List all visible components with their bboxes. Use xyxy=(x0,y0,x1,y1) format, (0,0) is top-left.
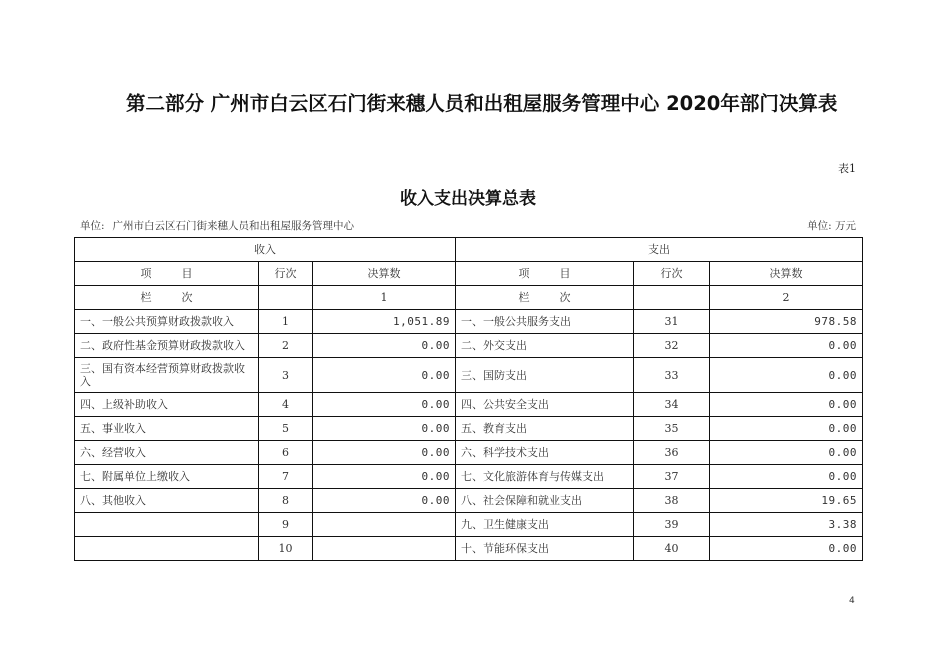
expense-row-no: 35 xyxy=(634,417,710,441)
expense-amount-header: 决算数 xyxy=(710,262,863,286)
table-row xyxy=(75,465,863,489)
table-row xyxy=(75,537,863,561)
page-number: 4 xyxy=(849,596,855,606)
table-number: 表1 xyxy=(838,162,856,175)
income-row-no: 5 xyxy=(259,417,313,441)
expense-item: 三、国防支出 xyxy=(456,358,634,393)
income-row-no: 8 xyxy=(259,489,313,513)
reporting-unit-label: 单位: xyxy=(80,220,105,232)
income-amount: 0.00 xyxy=(313,358,456,393)
income-row-no: 9 xyxy=(259,513,313,537)
income-row-no: 7 xyxy=(259,465,313,489)
income-row-no: 6 xyxy=(259,441,313,465)
table-row xyxy=(75,393,863,417)
income-amount: 0.00 xyxy=(313,489,456,513)
expense-column-index: 2 xyxy=(710,286,863,310)
income-item xyxy=(75,513,259,537)
expense-section-header: 支出 xyxy=(456,238,863,262)
income-column-index-blank xyxy=(259,286,313,310)
income-item-header: 项 目 xyxy=(75,262,259,286)
income-row-no: 1 xyxy=(259,310,313,334)
expense-amount: 3.38 xyxy=(710,513,863,537)
column-header-row xyxy=(75,262,863,286)
income-amount xyxy=(313,513,456,537)
income-amount: 0.00 xyxy=(313,465,456,489)
reporting-unit xyxy=(80,218,354,233)
expense-amount: 978.58 xyxy=(710,310,863,334)
table-row xyxy=(75,489,863,513)
income-column-index: 1 xyxy=(313,286,456,310)
table-row xyxy=(75,441,863,465)
document-title: 第二部分 广州市白云区石门街来穗人员和出租屋服务管理中心 2020年部门决算表 xyxy=(126,92,838,115)
income-amount: 1,051.89 xyxy=(313,310,456,334)
expense-item: 二、外交支出 xyxy=(456,334,634,358)
expense-item: 五、教育支出 xyxy=(456,417,634,441)
income-item: 二、政府性基金预算财政拨款收入 xyxy=(75,334,259,358)
income-item: 三、国有资本经营预算财政拨款收入 xyxy=(75,358,259,393)
table-row xyxy=(75,513,863,537)
income-section-header: 收入 xyxy=(75,238,456,262)
table-row xyxy=(75,358,863,393)
income-item xyxy=(75,537,259,561)
expense-amount: 0.00 xyxy=(710,417,863,441)
expense-row-no: 37 xyxy=(634,465,710,489)
income-row-no: 3 xyxy=(259,358,313,393)
expense-row-no: 36 xyxy=(634,441,710,465)
expense-item: 八、社会保障和就业支出 xyxy=(456,489,634,513)
income-amount: 0.00 xyxy=(313,393,456,417)
income-amount: 0.00 xyxy=(313,417,456,441)
expense-amount: 0.00 xyxy=(710,334,863,358)
expense-item: 九、卫生健康支出 xyxy=(456,513,634,537)
income-amount: 0.00 xyxy=(313,441,456,465)
expense-amount: 0.00 xyxy=(710,358,863,393)
currency-unit: 单位: 万元 xyxy=(807,220,856,232)
expense-row-no: 40 xyxy=(634,537,710,561)
expense-amount: 0.00 xyxy=(710,465,863,489)
income-item: 八、其他收入 xyxy=(75,489,259,513)
expense-column-index-label: 栏 次 xyxy=(456,286,634,310)
income-item: 七、附属单位上缴收入 xyxy=(75,465,259,489)
column-index-row xyxy=(75,286,863,310)
expense-row-no: 38 xyxy=(634,489,710,513)
expense-amount: 0.00 xyxy=(710,441,863,465)
table-row xyxy=(75,417,863,441)
expense-item: 七、文化旅游体育与传媒支出 xyxy=(456,465,634,489)
expense-amount: 0.00 xyxy=(710,537,863,561)
expense-amount: 0.00 xyxy=(710,393,863,417)
expense-row-no: 31 xyxy=(634,310,710,334)
expense-amount: 19.65 xyxy=(710,489,863,513)
expense-item: 十、节能环保支出 xyxy=(456,537,634,561)
expense-item-header: 项 目 xyxy=(456,262,634,286)
income-expense-summary-table xyxy=(74,237,863,561)
income-amount xyxy=(313,537,456,561)
expense-item: 一、一般公共服务支出 xyxy=(456,310,634,334)
income-row-no: 4 xyxy=(259,393,313,417)
expense-column-index-blank xyxy=(634,286,710,310)
income-item: 六、经营收入 xyxy=(75,441,259,465)
expense-row-no: 33 xyxy=(634,358,710,393)
table-row xyxy=(75,334,863,358)
income-row-no-header: 行次 xyxy=(259,262,313,286)
section-header-row xyxy=(75,238,863,262)
income-amount-header: 决算数 xyxy=(313,262,456,286)
expense-item: 六、科学技术支出 xyxy=(456,441,634,465)
income-row-no: 10 xyxy=(259,537,313,561)
income-item: 四、上级补助收入 xyxy=(75,393,259,417)
income-column-index-label: 栏 次 xyxy=(75,286,259,310)
reporting-unit-name: 广州市白云区石门街来穗人员和出租屋服务管理中心 xyxy=(112,220,355,232)
income-item: 一、一般公共预算财政拨款收入 xyxy=(75,310,259,334)
expense-row-no: 34 xyxy=(634,393,710,417)
income-row-no: 2 xyxy=(259,334,313,358)
table-row xyxy=(75,310,863,334)
income-item: 五、事业收入 xyxy=(75,417,259,441)
expense-row-no-header: 行次 xyxy=(634,262,710,286)
income-amount: 0.00 xyxy=(313,334,456,358)
expense-row-no: 32 xyxy=(634,334,710,358)
expense-row-no: 39 xyxy=(634,513,710,537)
expense-item: 四、公共安全支出 xyxy=(456,393,634,417)
table-title: 收入支出决算总表 xyxy=(400,189,536,209)
